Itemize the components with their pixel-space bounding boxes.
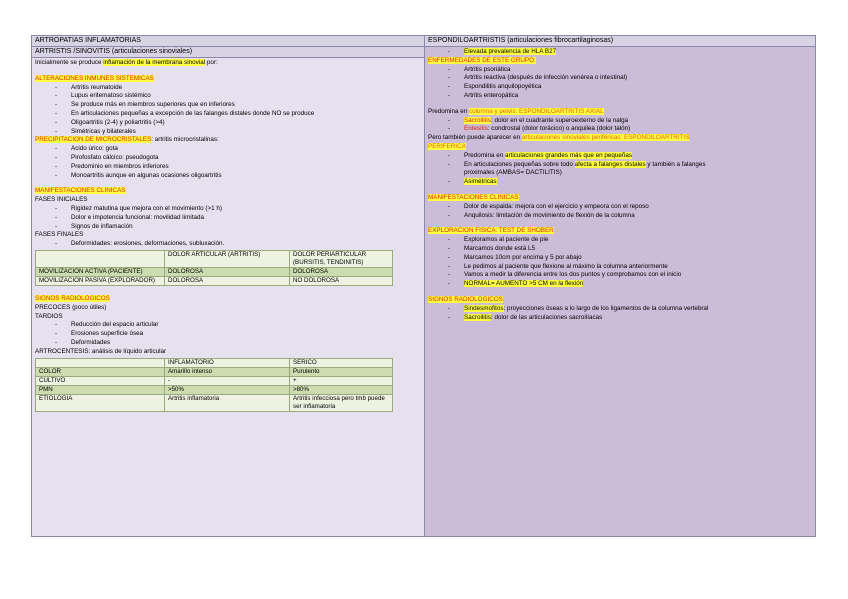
dolor-table — [35, 250, 393, 286]
list-item: - Vamos a medir la diferencia entre los dos puntos y comprobamos con el inicio — [428, 271, 812, 280]
axial-line: Predomina en columna y pelvis: ESPONDILOARTRITIS AXIAL — [428, 107, 604, 115]
table-header-row: DOLOR ARTICULAR (ARTRITIS) DOLOR PERIARTICULAR (BURSITIS, TENDINITIS) — [36, 250, 393, 267]
intro-line: Inicialmente se produce inflamación de la membrana sinovial por: — [35, 59, 218, 66]
left-subtitle: ARTRISTIS /SINOVITIS (articulaciones sinoviales) — [32, 47, 424, 58]
manifestaciones-heading: MANIFESTACIONES CLINICAS — [35, 187, 126, 195]
notes-sheet — [31, 35, 816, 537]
table-row: COLOR Amarillo intenso Purulento — [36, 367, 393, 376]
table-row: MOVILIZACION PASIVA (EXPLORADOR) DOLOROSA NO DOLOROSA — [36, 276, 393, 285]
table-row: MOVILIZACION ACTIVA (PACIENTE) DOLOROSA DOLOROSA — [36, 267, 393, 276]
left-content: Inicialmente se produce inflamación de la membrana sinovial por: ALTERACIONES INMUNES SISTEMICAS - Artritis reumatoide - Lupus eritematoso sistémico - Se produce más en miembros superiores que en inferiores - En articulaciones pequeñas a excepción de las falanges distales donde NO se produce - Oligoartritis (2-4) y poliartritis (>4) - Simétricas y bilaterales PRECIPITACION DE MICROCRISTALES: artritis microcristalinas: - Ácido úrico: gota - Pirofosfato cálcico: pseudogota - Predominio en miembros inferiores - Monoartritis aunque en algunas ocasiones oligoartritis MANIFESTACIONES CLINICAS FASES INICIALES - Rigidez matutina que mejora con el movimiento (>1 h) - Dolor e impotencia funcional: movilidad limitada - Signos de inflamación FASES FINALES - Deformidades: erosiones, deformaciones, subluxación. DOLOR ARTICULAR (ARTRITIS) DOLOR PERIARTICULAR (BURSITIS, TENDINITIS) MOVILIZACION ACTIVA (PACIENTE) DOLOROSA DOLOROSA MOVILIZACION PASIVA (EXPLORADOR) DOLOROSA NO DOLOROSA SIGNOS RADIOLOGICOS PRECOCES (poco útiles) TARDIOS - Reducción del espacio articular - Erosiones superficie ósea - Deformidades ARTROCENTESIS: análisis de líquido articular INFLAMATORIO SERICO COLOR Amarillo intenso Purulento CULTIVO - + PMN >50% >80% ETIOLOGIA Artritis inflamatoria Artritis infecciosa pero tmb puede ser inflamatoria — [32, 58, 424, 413]
radiologicos-heading: SIGNOS RADIOLOGICOS — [35, 294, 110, 302]
list-item: - NORMAL= AUMENTO >5 CM en la flexión — [428, 280, 812, 289]
list-item: - Marcamos 10cm por encima y 5 por abajo — [428, 254, 812, 263]
exploracion-heading: EXPLORACION FISICA: TEST DE SHOBER — [428, 227, 554, 235]
list-item: - Predominio en miembros inferiores — [35, 163, 421, 172]
list-item: - Rigidez matutina que mejora con el movimiento (>1 h) — [35, 205, 421, 214]
periferica-line: Pero también puede aparecer en articulaciones sinoviales periféricas: ESPONDILOARTRITIS — [428, 134, 690, 142]
list-item: - Erosiones superficie ósea — [35, 330, 421, 339]
list-item: - Sindesmofitos: proyecciones óseas a lo largo de los ligamentos de la columna vertebral — [428, 305, 812, 314]
list-item: - Elevada prevalencia de HLA B27 — [428, 48, 812, 57]
right-column — [425, 36, 815, 536]
artrocentesis-table — [35, 358, 393, 412]
manifestaciones-right-heading: MANIFESTACIONES CLINICAS — [428, 193, 519, 201]
precoces-label: PRECOCES (poco útiles) — [35, 303, 107, 311]
grupo-heading: ENFERMEDADES DE ESTE GRUPO: — [428, 56, 536, 64]
list-item: - Se produce más en miembros superiores que en inferiores — [35, 101, 421, 110]
list-item: - Asimétricas — [428, 178, 812, 187]
list-item: - Deformidades: erosiones, deformaciones, subluxación. — [35, 240, 421, 249]
artrocentesis-label: ARTROCENTESIS: análisis de líquido articular — [35, 347, 167, 355]
list-item: - Simétricas y bilaterales — [35, 128, 421, 137]
fases-iniciales-label: FASES INICIALES — [35, 196, 88, 204]
periferica-cont: proximales (AMBAS= DACTILITIS) — [464, 169, 562, 177]
list-item: - Anquilosis: limitación de movimiento de flexión de la columna — [428, 212, 812, 221]
list-item: - Artritis enteropática — [428, 92, 812, 101]
list-item: - Artritis reactiva (después de infección venérea o intestinal) — [428, 74, 812, 83]
list-item: - Pirofosfato cálcico: pseudogota — [35, 154, 421, 163]
list-item: - Dolor e impotencia funcional: movilidad limitada — [35, 214, 421, 223]
list-item: - Ácido úrico: gota — [35, 145, 421, 154]
alteraciones-heading: ALTERACIONES INMUNES SISTEMICAS — [35, 74, 154, 82]
list-item: - Entesitis: condrostal (dolor torácico) o anquilea (dolor talón) — [428, 125, 812, 134]
left-title: ARTROPATIAS INFLAMATORIAS — [32, 36, 424, 47]
list-item: - Dolor de espalda: mejora con el ejercicio y empeora con el reposo — [428, 203, 812, 212]
table-header-row: INFLAMATORIO SERICO — [36, 358, 393, 367]
right-content: - Elevada prevalencia de HLA B27 ENFERMEDADES DE ESTE GRUPO: - Artritis psoriática - Artritis reactiva (después de infección venérea o intestinal) - Espondilitis anquilopoyética - Artritis enteropática Predomina en columna y pelvis: ESPONDILOARTRITIS AXIAL - Sacroilitis: dolor en el cuadrante superoexterno de la nalga - Entesitis: condrostal (dolor torácico) o anquilea (dolor talón) Pero también puede aparecer en articulaciones sinoviales periféricas: ESPONDILOARTRITIS PERIFERICA - Predomina en articulaciones grandes más que en pequeñas - En articulaciones pequeñas sobre todo afecta a falanges distales y también a falanges proximales (AMBAS= DACTILITIS) - Asimétricas MANIFESTACIONES CLINICAS - Dolor de espalda: mejora con el ejercicio y empeora con el reposo - Anquilosis: limitación de movimiento de flexión de la columna EXPLORACION FISICA: TEST DE SHOBER - Exploramos al paciente de pie - Marcamos donde está L5 - Marcamos 10cm por encima y 5 por abajo - Le pedimos al paciente que flexione al máximo la columna anteriormente - Vamos a medir la diferencia entre los dos puntos y comprobamos con el inicio - NORMAL= AUMENTO >5 CM en la flexión SIGNOS RADIOLOGICOS - Sindesmofitos: proyecciones óseas a lo largo de los ligamentos de la columna vertebral - Sacroilitis: dolor de las articulaciones sacroilíacas — [425, 47, 815, 323]
list-item: - Le pedimos al paciente que flexione al máximo la columna anteriormente — [428, 263, 812, 272]
radiologicos-right-heading: SIGNOS RADIOLOGICOS — [428, 295, 503, 303]
list-item: - Exploramos al paciente de pie — [428, 236, 812, 245]
tardios-label: TARDIOS — [35, 312, 63, 320]
table-row: CULTIVO - + — [36, 376, 393, 385]
list-item: - Oligoartritis (2-4) y poliartritis (>4) — [35, 119, 421, 128]
list-item: - Monoartritis aunque en algunas ocasiones oligoartritis — [35, 172, 421, 181]
list-item: - Deformidades — [35, 339, 421, 348]
list-item: - En articulaciones pequeñas sobre todo afecta a falanges distales y también a falanges — [428, 161, 812, 170]
left-column — [32, 36, 425, 536]
list-item: - Sacroilitis: dolor de las articulaciones sacroilíacas — [428, 314, 812, 323]
list-item: - En articulaciones pequeñas a excepción de las falanges distales donde NO se produce — [35, 110, 421, 119]
list-item: - Signos de inflamación — [35, 223, 421, 232]
list-item: - Sacroilitis: dolor en el cuadrante superoexterno de la nalga — [428, 117, 812, 126]
list-item: - Artritis reumatoide — [35, 84, 421, 93]
list-item: - Predomina en articulaciones grandes más que en pequeñas — [428, 152, 812, 161]
list-item: - Espondilitis anquilopoyética — [428, 83, 812, 92]
list-item: - Marcamos donde está L5 — [428, 245, 812, 254]
right-title: ESPONDILOARTRISTIS (articulaciones fibrocartilaginosas) — [425, 36, 815, 47]
fases-finales-label: FASES FINALES — [35, 231, 84, 239]
list-item: - Artritis psoriática — [428, 66, 812, 75]
list-item: - Reducción del espacio articular — [35, 321, 421, 330]
table-row: PMN >50% >80% — [36, 385, 393, 394]
microcristales-heading: PRECIPITACION DE MICROCRISTALES — [35, 136, 152, 144]
list-item: - Lupus eritematoso sistémico — [35, 92, 421, 101]
table-row: ETIOLOGIA Artritis inflamatoria Artritis infecciosa pero tmb puede ser inflamatoria — [36, 394, 393, 411]
